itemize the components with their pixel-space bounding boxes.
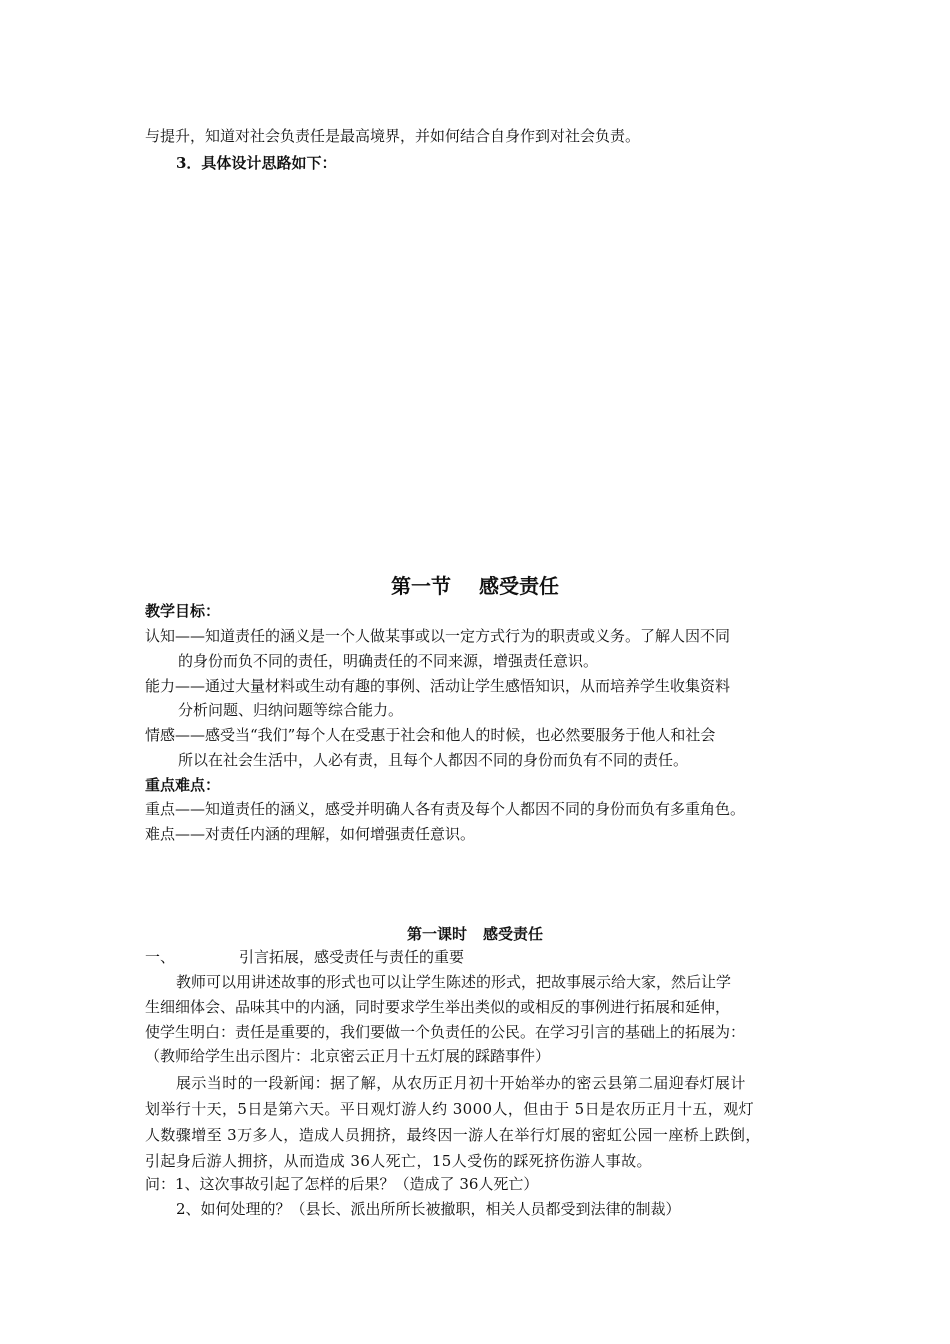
paragraph-line: 使学生明白：责任是重要的，我们要做一个负责任的公民。在学习引言的基础上的拓展为：	[145, 1023, 746, 1041]
question-line: 问：1、这次事故引起了怎样的后果？（造成了 36人死亡）	[145, 1175, 539, 1193]
list-item-number: 一、	[145, 948, 176, 966]
news-line: 划举行十天，5日是第六天。平日观灯游人约 3000人，但由于 5日是农历正月十五，观灯	[145, 1100, 755, 1118]
news-line: 引起身后游人拥挤，从而造成 36人死亡，15人受伤的踩死挤伤游人事故。	[145, 1152, 652, 1170]
lesson-title-text: 感受责任	[483, 925, 544, 943]
intro-line: 与提升，知道对社会负责任是最高境界，并如何结合自身作到对社会负责。	[145, 127, 641, 145]
paragraph-line: 教师可以用讲述故事的形式也可以让学生陈述的形式，把故事展示给大家，然后让学	[176, 973, 732, 991]
paragraph-line: 生细细体会、品味其中的内涵，同时要求学生举出类似的或相反的事例进行拓展和延伸，	[145, 998, 731, 1016]
key-point-line: 重点——知道责任的涵义，感受并明确人各有责及每个人都因不同的身份而负有多重角色。	[145, 800, 746, 818]
goal-emotion-line1: 情感——感受当“我们”每个人在受惠于社会和他人的时候，也必然要服务于他人和社会	[145, 726, 716, 744]
goal-cognition-line2: 的身份而负不同的责任，明确责任的不同来源，增强责任意识。	[178, 652, 599, 670]
paragraph-line: （教师给学生出示图片：北京密云正月十五灯展的踩踏事件）	[145, 1047, 551, 1065]
key-points-heading: 重点难点：	[145, 776, 221, 794]
design-heading: 3．具体设计思路如下：	[176, 154, 337, 172]
difficult-point-line: 难点——对责任内涵的理解，如何增强责任意识。	[145, 825, 476, 843]
goal-cognition-line1: 认知——知道责任的涵义是一个人做某事或以一定方式行为的职责或义务。了解人因不同	[145, 627, 731, 645]
section-title	[0, 572, 950, 600]
goal-emotion-line2: 所以在社会生活中，人必有责，且每个人都因不同的身份而负有不同的责任。	[178, 751, 689, 769]
list-item-text: 引言拓展，感受责任与责任的重要	[239, 948, 465, 966]
lesson-title-number: 第一课时	[406, 925, 467, 943]
news-line: 人数骤增至 3万多人，造成人员拥挤，最终因一游人在举行灯展的密虹公园一座桥上跌倒，	[145, 1126, 761, 1144]
section-title-text: 感受责任	[479, 574, 559, 598]
lesson-title	[0, 924, 950, 944]
goal-ability-line1: 能力——通过大量材料或生动有趣的事例、活动让学生感悟知识，从而培养学生收集资料	[145, 677, 731, 695]
goals-heading: 教学目标：	[145, 602, 221, 620]
news-line: 展示当时的一段新闻：据了解，从农历正月初十开始举办的密云县第二届迎春灯展计	[176, 1074, 746, 1092]
question-line: 2、如何处理的？（县长、派出所所长被撤职，相关人员都受到法律的制裁）	[176, 1200, 681, 1218]
list-item	[145, 947, 464, 967]
section-title-number: 第一节	[391, 574, 451, 598]
goal-ability-line2: 分析问题、归纳问题等综合能力。	[178, 701, 404, 719]
